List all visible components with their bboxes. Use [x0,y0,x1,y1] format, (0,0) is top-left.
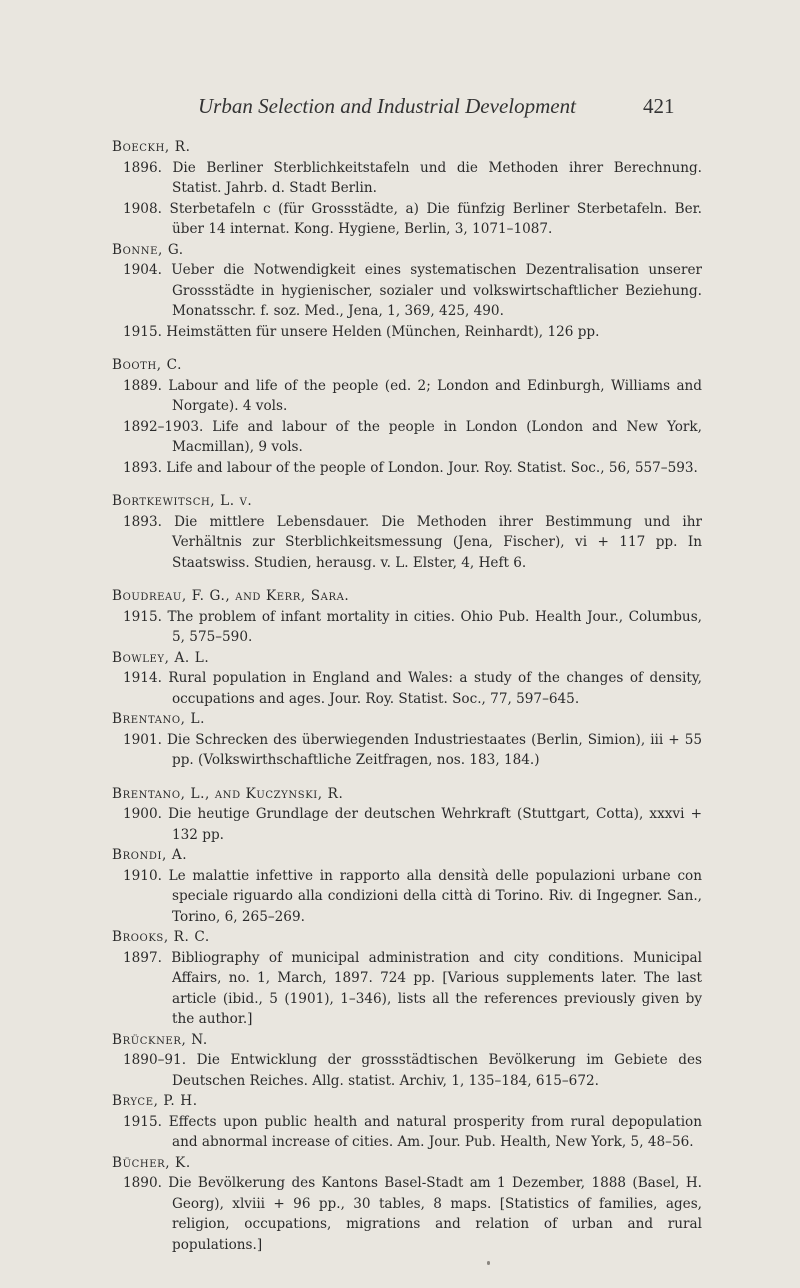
bib-entry-text: Le malattie infettive in rapporto alla densità delle populazioni urbane con speciale riguardo alla condizioni della città di Torino. Riv. di Ingegner. San., Torino, 6, 265–269. [168,867,702,925]
bib-author-group [112,784,702,846]
page-number: 421 [643,94,675,118]
bib-entry-text: Die Berliner Sterblichkeitstafeln und die Methoden ihrer Berechnung. Statist. Jahrb. d. Stadt Berlin. [172,159,702,196]
bib-entry [112,158,702,199]
bib-author: Brentano, L. [112,711,206,727]
bib-entry [112,322,702,343]
bib-entry [112,512,702,574]
bib-entry-year: 1915. [123,1113,162,1130]
bib-entry-year: 1904. [123,262,162,278]
bib-entry-text: Ueber die Notwendigkeit eines systematischen Dezentralisation unserer Grossstädte in hygienischer, sozialer und volkswirtschaftlicher Beziehung. Monatsschr. f. soz. Med., Jena, 1, 369, 425, 490. [171,262,702,319]
bib-entry-text: Rural population in England and Wales: a study of the changes of density, occupations and ages. Jour. Roy. Statist. Soc., 77, 597–645. [168,670,702,707]
bib-entry [112,458,702,479]
running-title: Urban Selection and Industrial Development [198,94,576,118]
bib-entry-year: 1893. [123,459,162,476]
bib-author: Bortkewitsch, L. v. [112,493,253,509]
bib-author-group [112,355,702,478]
bib-entry-text: The problem of infant mortality in cities. Ohio Pub. Health Jour., Columbus, 5, 575–590. [167,608,702,645]
bib-entry-year: 1901. [123,731,162,748]
bib-entry-year: 1893. [123,513,162,530]
bib-author: Boudreau, F. G., and Kerr, Sara. [112,588,350,604]
bib-entry-text: Die Bevölkerung des Kantons Basel-Stadt am 1 Dezember, 1888 (Basel, H. Georg), xlviii + 96 pp., 30 tables, 8 maps. [Statistics of families, ages, religion, occupations, migrations and relation of urban and rural populations.] [168,1175,702,1253]
bib-author-group [112,845,702,927]
bib-author-group [112,1153,702,1256]
bib-entry-year: 1908. [123,200,162,217]
bib-author: Brondi, A. [112,847,188,863]
bib-entry [112,804,702,845]
bib-author: Bryce, P. H. [112,1093,198,1109]
bib-author: Boeckh, R. [112,139,191,155]
bib-entry-year: 1889. [123,377,162,394]
bib-author-group [112,927,702,1030]
bib-author-group [112,709,702,771]
bib-entry [112,668,702,709]
bib-entry-year: 1900. [123,806,162,822]
bib-entry-text: Heimstätten für unsere Helden (München, Reinhardt), 126 pp. [166,323,600,340]
bib-entry [112,417,702,458]
bib-author: Booth, C. [112,357,183,373]
bib-entry [112,607,702,648]
bib-entry [112,199,702,240]
bib-entry-text: Life and labour of the people of London. Jour. Roy. Statist. Soc., 56, 557–593. [166,459,698,476]
bib-entry [112,866,702,928]
bibliography-list [112,137,702,1255]
bib-author-group [112,240,702,343]
bib-entry-year: 1910. [123,867,162,884]
bib-entry-text: Life and labour of the people in London (London and New York, Macmillan), 9 vols. [172,418,702,455]
bib-author-group [112,586,702,648]
bib-entry [112,948,702,1030]
bib-entry-year: 1896. [123,159,162,176]
bib-entry-year: 1915. [123,608,162,625]
bib-entry-text: Sterbetafeln c (für Grossstädte, a) Die fünfzig Berliner Sterbetafeln. Ber. über 14 internat. Kong. Hygiene, Berlin, 3, 1071–1087. [169,200,703,237]
bib-author: Brückner, N. [112,1031,208,1048]
bib-author-group [112,137,702,240]
bib-entry-text: Die Entwicklung der grossstädtischen Bevölkerung im Gebiete des Deutschen Reiches. Allg. statist. Archiv, 1, 135–184, 615–672. [172,1052,702,1089]
bib-entry-text: Bibliography of municipal administration and city conditions. Municipal Affairs, no. 1, March, 1897. 724 pp. [Various supplements later. The last article (ibid., 5 (1901), 1–346), lists all the references previously given by the author.] [171,949,702,1027]
bib-entry [112,260,702,322]
bib-entry-year: 1890–91. [123,1052,187,1068]
bib-author: Bowley, A. L. [112,649,210,666]
bib-author: Brentano, L., and Kuczynski, R. [112,785,344,802]
bib-author-group [112,648,702,710]
bib-author-group [112,1091,702,1153]
page-header [0,94,800,120]
bib-entry [112,1173,702,1255]
bib-entry-text: Labour and life of the people (ed. 2; London and Edinburgh, Williams and Norgate). 4 vols. [168,377,703,414]
bib-author-group [112,491,702,573]
bib-entry [112,1050,702,1091]
bib-entry [112,1112,702,1153]
bib-entry-text: Die Schrecken des überwiegenden Industriestaates (Berlin, Simion), iii + 55 pp. (Volkswirthschaftliche Zeitfragen, nos. 183, 184.) [166,731,702,768]
bib-author: Brooks, R. C. [112,929,210,945]
bib-author: Bücher, K. [112,1154,191,1171]
bib-entry-text: Die mittlere Lebensdauer. Die Methoden ihrer Bestimmung und ihr Verhältnis zur Sterblichkeitsmessung (Jena, Fischer), vi + 117 pp. In Staatswiss. Studien, herausg. v. L. Elster, 4, Heft 6. [172,513,702,571]
print-speck [487,1261,490,1265]
bib-entry-year: 1890. [123,1175,162,1191]
bib-entry-text: Effects upon public health and natural prosperity from rural depopulation and abnormal increase of cities. Am. Jour. Pub. Health, New York, 5, 48–56. [168,1113,702,1150]
bib-author-group [112,1030,702,1092]
bib-entry-year: 1897. [123,949,162,966]
bib-entry [112,376,702,417]
bib-entry-text: Die heutige Grundlage der deutschen Wehrkraft (Stuttgart, Cotta), xxxvi + 132 pp. [168,806,702,843]
bib-entry-year: 1915. [123,323,162,340]
bib-entry-year: 1892–1903. [123,418,204,435]
bib-entry [112,730,702,771]
bib-author: Bonne, G. [112,241,184,258]
bib-entry-year: 1914. [123,670,162,686]
